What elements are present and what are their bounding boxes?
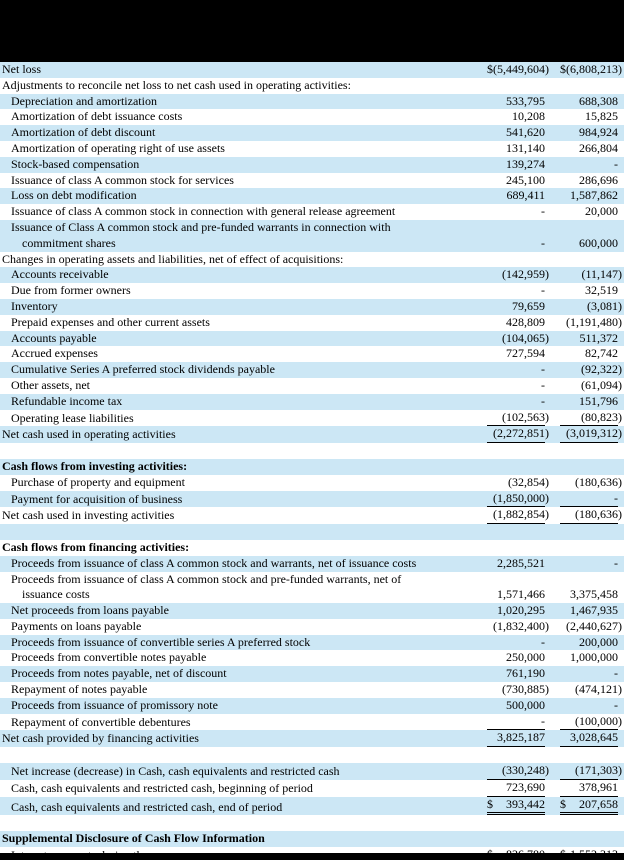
amount-value: (2,440,627) (566, 618, 622, 633)
row-label: Repayment of notes payable (11, 682, 148, 697)
amount-value: 10,208 (512, 109, 545, 124)
amount-value: - (541, 393, 545, 408)
amount-cell (560, 730, 618, 747)
table-row (0, 540, 624, 556)
table-row (0, 603, 624, 619)
amount-value: - (614, 666, 618, 681)
amount-value: 151,796 (579, 393, 618, 408)
table-row (0, 109, 624, 125)
amount-value: 3,375,458 (570, 587, 618, 602)
row-label: Accrued expenses (11, 346, 98, 361)
amount-cell (560, 377, 622, 394)
row-label: Proceeds from issuance of promissory note (11, 697, 218, 712)
table-row (0, 188, 624, 204)
redaction-bar-bottom (0, 853, 624, 860)
amount-cell (560, 157, 618, 173)
spacer-row (0, 524, 624, 540)
row-label: Proceeds from issuance of class A common stock and warrants, net of issuance costs (11, 555, 417, 570)
amount-value: 600,000 (579, 235, 618, 250)
amount-value: (80,823) (581, 409, 622, 424)
amount-value: - (614, 555, 618, 570)
amount-value: (3,019,312) (566, 426, 622, 441)
table-row (0, 556, 624, 572)
amount-cell (487, 378, 545, 394)
row-label: Net cash provided by financing activities (2, 731, 199, 746)
row-label: Operating lease liabilities (11, 410, 134, 425)
row-label: Net increase (decrease) in Cash, cash equivalents and restricted cash (11, 764, 340, 779)
amount-value: 1,467,935 (570, 603, 618, 618)
table-row (0, 173, 624, 189)
amount-value: 2,285,521 (497, 555, 545, 570)
amount-cell (487, 236, 545, 252)
amount-cell (487, 618, 549, 635)
amount-cell (487, 204, 545, 220)
table-row (0, 410, 624, 427)
row-label: Supplemental Disclosure of Cash Flow Information (2, 831, 265, 846)
amount-cell (560, 556, 618, 572)
amount-value: (730,885) (502, 682, 549, 697)
amount-cell (560, 173, 618, 189)
table-row (0, 362, 624, 378)
row-label: Refundable income tax (11, 393, 123, 408)
table-row (0, 283, 624, 299)
table-row (0, 682, 624, 698)
amount-cell (560, 331, 618, 347)
amount-cell (487, 141, 545, 157)
amount-value: - (541, 634, 545, 649)
amount-value: 20,000 (585, 204, 618, 219)
amount-cell (487, 780, 545, 797)
table-row (0, 94, 624, 110)
row-label: Loss on debt modification (11, 188, 137, 203)
row-label: Purchase of property and equipment (11, 474, 185, 489)
amount-cell (560, 650, 618, 666)
row-label: Cash flows from investing activities: (2, 458, 188, 473)
amount-value: 689,411 (506, 188, 545, 203)
row-label: Depreciation and amortization (11, 93, 157, 108)
amount-value: - (614, 156, 618, 171)
amount-value: 688,308 (579, 93, 618, 108)
row-label: Net proceeds from loans payable (11, 603, 169, 618)
amount-cell (487, 267, 549, 283)
amount-cell (487, 603, 545, 619)
table-row (0, 475, 624, 491)
amount-cell (487, 490, 549, 508)
amount-value: (102,563) (502, 409, 549, 424)
table-row (0, 78, 624, 94)
amount-value: 3,028,645 (570, 730, 618, 745)
amount-cell (487, 763, 549, 780)
table-row (0, 157, 624, 173)
amount-value: 428,809 (506, 314, 545, 329)
amount-cell (560, 426, 622, 443)
amount-cell (487, 62, 549, 78)
amount-value: 266,804 (579, 140, 618, 155)
amount-cell (487, 315, 545, 331)
amount-value: (180,636) (575, 507, 622, 522)
amount-value: (330,248) (502, 763, 549, 778)
row-label: Issuance of class A common stock in connection with general release agreement (11, 204, 396, 219)
amount-cell (560, 763, 622, 780)
amount-cell (487, 299, 545, 315)
amount-value: 984,924 (579, 125, 618, 140)
row-label: Amortization of debt issuance costs (11, 109, 183, 124)
spacer-row (0, 443, 624, 459)
amount-value: (180,636) (575, 474, 622, 489)
amount-cell (487, 394, 545, 410)
amount-cell (487, 125, 545, 141)
amount-cell (560, 298, 622, 315)
row-label: Payments on loans payable (11, 618, 142, 633)
amount-cell (487, 474, 549, 491)
table-row (0, 780, 624, 797)
row-label: Due from former owners (11, 283, 131, 298)
row-label: Amortization of debt discount (11, 125, 156, 140)
amount-cell (560, 314, 622, 331)
amount-cell (560, 125, 618, 141)
amount-value: (104,065) (502, 330, 549, 345)
amount-value: (1,191,480) (566, 314, 622, 329)
table-row (0, 394, 624, 410)
amount-cell (487, 109, 545, 125)
amount-value: (3,081) (587, 298, 622, 313)
amount-value: 761,190 (506, 666, 545, 681)
amount-cell (560, 666, 618, 682)
table-row (0, 331, 624, 347)
amount-value: 393,442 (506, 796, 545, 811)
amount-value: 200,000 (579, 634, 618, 649)
amount-cell (487, 426, 549, 443)
amount-value: 1,020,295 (497, 603, 545, 618)
amount-cell (560, 409, 622, 427)
table-row (0, 299, 624, 315)
amount-value: 286,696 (579, 172, 618, 187)
amount-value: (1,850,000) (493, 490, 549, 505)
table-row (0, 220, 624, 252)
amount-cell (560, 491, 618, 508)
amount-cell (487, 188, 545, 204)
amount-value: 541,620 (506, 125, 545, 140)
table-row (0, 378, 624, 394)
row-label: Net loss (2, 62, 41, 76)
row-label: Prepaid expenses and other current assets (11, 314, 210, 329)
table-row (0, 763, 624, 780)
table-row (0, 797, 624, 816)
amount-cell (487, 682, 549, 698)
amount-cell (487, 157, 545, 173)
row-label: Proceeds from convertible notes payable (11, 650, 207, 665)
row-label: Amortization of operating right of use assets (11, 140, 225, 155)
amount-cell (487, 698, 545, 714)
table-row (0, 572, 624, 604)
amount-cell (560, 188, 618, 204)
table-row (0, 666, 624, 682)
amount-value: 723,690 (506, 779, 545, 794)
amount-cell (487, 666, 545, 682)
amount-cell (487, 635, 545, 651)
amount-cell (560, 635, 618, 651)
row-label: Cumulative Series A preferred stock dividends payable (11, 362, 275, 377)
amount-value: $(6,808,213) (560, 62, 622, 76)
amount-value: - (541, 713, 545, 728)
amount-value: 378,961 (579, 779, 618, 794)
amount-cell (487, 730, 545, 747)
amount-cell (560, 507, 622, 524)
row-label: Accounts receivable (11, 267, 109, 282)
row-label: Proceeds from issuance of class A common stock and pre-funded warrants, net of issuance costs (11, 571, 402, 602)
amount-cell (560, 94, 618, 110)
amount-value: - (541, 377, 545, 392)
row-label: Adjustments to reconcile net loss to net cash used in operating activities: (2, 77, 351, 92)
amount-value: 79,659 (512, 298, 545, 313)
amount-value: (142,959) (502, 267, 549, 282)
amount-cell (487, 173, 545, 189)
row-label: Changes in operating assets and liabilities, net of effect of acquisitions: (2, 251, 344, 266)
table-row (0, 204, 624, 220)
spacer-row (0, 747, 624, 763)
amount-value: - (541, 204, 545, 219)
amount-cell (560, 618, 622, 635)
amount-value: - (614, 490, 618, 505)
table-row (0, 730, 624, 747)
table-row (0, 62, 624, 78)
amount-cell (487, 507, 549, 524)
table-row (0, 315, 624, 331)
table-row (0, 491, 624, 508)
amount-cell (560, 362, 622, 378)
row-label: Inventory (11, 298, 58, 313)
amount-cell (487, 409, 549, 427)
row-label: Net cash used in operating activities (2, 427, 176, 442)
table-row (0, 507, 624, 524)
amount-cell (560, 346, 618, 362)
table-row (0, 619, 624, 635)
amount-value: 139,274 (506, 156, 545, 171)
amount-value: 1,000,000 (570, 650, 618, 665)
amount-value: (1,832,400) (493, 618, 549, 633)
amount-value: 533,795 (506, 93, 545, 108)
amount-cell (560, 780, 618, 797)
table-row (0, 714, 624, 731)
row-label: Other assets, net (11, 377, 90, 392)
table-row (0, 125, 624, 141)
table-row (0, 267, 624, 283)
row-label: Payment for acquisition of business (11, 491, 183, 506)
amount-cell (560, 141, 618, 157)
amount-value: - (541, 362, 545, 377)
amount-cell (487, 362, 545, 378)
amount-value: 82,742 (585, 346, 618, 361)
amount-value: 511,372 (579, 330, 618, 345)
amount-value: (171,303) (575, 763, 622, 778)
amount-cell (560, 236, 618, 252)
row-label: Cash flows from financing activities: (2, 539, 190, 554)
amount-value: (32,854) (508, 474, 549, 489)
amount-value: 250,000 (506, 650, 545, 665)
amount-value: 32,519 (585, 283, 618, 298)
row-label: Cash, cash equivalents and restricted cash, end of period (11, 799, 283, 814)
table-row (0, 141, 624, 157)
currency-symbol: $ (487, 796, 493, 811)
amount-cell (560, 394, 618, 410)
table-row (0, 459, 624, 475)
amount-value: 500,000 (506, 697, 545, 712)
amount-cell (560, 204, 618, 220)
amount-value: - (541, 283, 545, 298)
amount-value: 15,825 (585, 109, 618, 124)
amount-value: (11,147) (581, 267, 622, 282)
amount-value: (92,322) (581, 362, 622, 377)
row-label: Proceeds from issuance of convertible series A preferred stock (11, 634, 311, 649)
amount-cell (487, 330, 549, 347)
amount-cell (560, 267, 622, 283)
spacer-row (0, 815, 624, 831)
amount-cell (487, 283, 545, 299)
amount-cell (560, 713, 622, 731)
row-label: Accounts payable (11, 330, 97, 345)
redaction-bar-top (0, 0, 624, 62)
amount-value: (61,094) (581, 377, 622, 392)
amount-value: 207,658 (579, 796, 618, 811)
amount-cell (487, 587, 545, 603)
amount-cell (560, 603, 618, 619)
amount-value: - (614, 697, 618, 712)
amount-value: $(5,449,604) (487, 62, 549, 76)
amount-cell (487, 556, 545, 572)
table-row (0, 698, 624, 714)
row-label: Issuance of class A common stock for services (11, 172, 234, 187)
amount-cell (560, 109, 618, 125)
amount-cell (560, 474, 622, 491)
row-label: Net cash used in investing activities (2, 508, 175, 523)
amount-value: 3,825,187 (497, 730, 545, 745)
table-row (0, 650, 624, 666)
amount-value: 1,587,862 (570, 188, 618, 203)
currency-symbol: $ (560, 796, 566, 811)
amount-value: 245,100 (506, 172, 545, 187)
amount-cell (487, 346, 545, 362)
amount-value: (474,121) (575, 682, 622, 697)
amount-value: - (541, 235, 545, 250)
amount-value: (1,882,854) (493, 507, 549, 522)
amount-value: (100,000) (575, 713, 622, 728)
amount-cell (560, 62, 622, 78)
table-row (0, 426, 624, 443)
amount-value: 131,140 (506, 140, 545, 155)
amount-value: 727,594 (506, 346, 545, 361)
row-label: Repayment of convertible debentures (11, 714, 191, 729)
table-row (0, 831, 624, 847)
amount-cell (560, 587, 618, 603)
amount-cell (487, 650, 545, 666)
cashflow-table (0, 62, 624, 860)
table-row (0, 346, 624, 362)
row-label: Issuance of Class A common stock and pre-funded warrants in connection with commitment shares (11, 219, 391, 250)
amount-cell (560, 682, 622, 698)
table-row (0, 252, 624, 268)
table-row (0, 635, 624, 651)
amount-cell (560, 283, 618, 299)
amount-cell (487, 714, 545, 731)
amount-cell (560, 698, 618, 714)
amount-value: 1,571,466 (497, 587, 545, 602)
row-label: Cash, cash equivalents and restricted cash, beginning of period (11, 780, 313, 795)
amount-cell (487, 94, 545, 110)
row-label: Stock-based compensation (11, 156, 140, 171)
amount-value: (2,272,851) (493, 426, 549, 441)
amount-cell (560, 797, 618, 816)
amount-cell (487, 797, 545, 816)
row-label: Proceeds from notes payable, net of discount (11, 666, 227, 681)
